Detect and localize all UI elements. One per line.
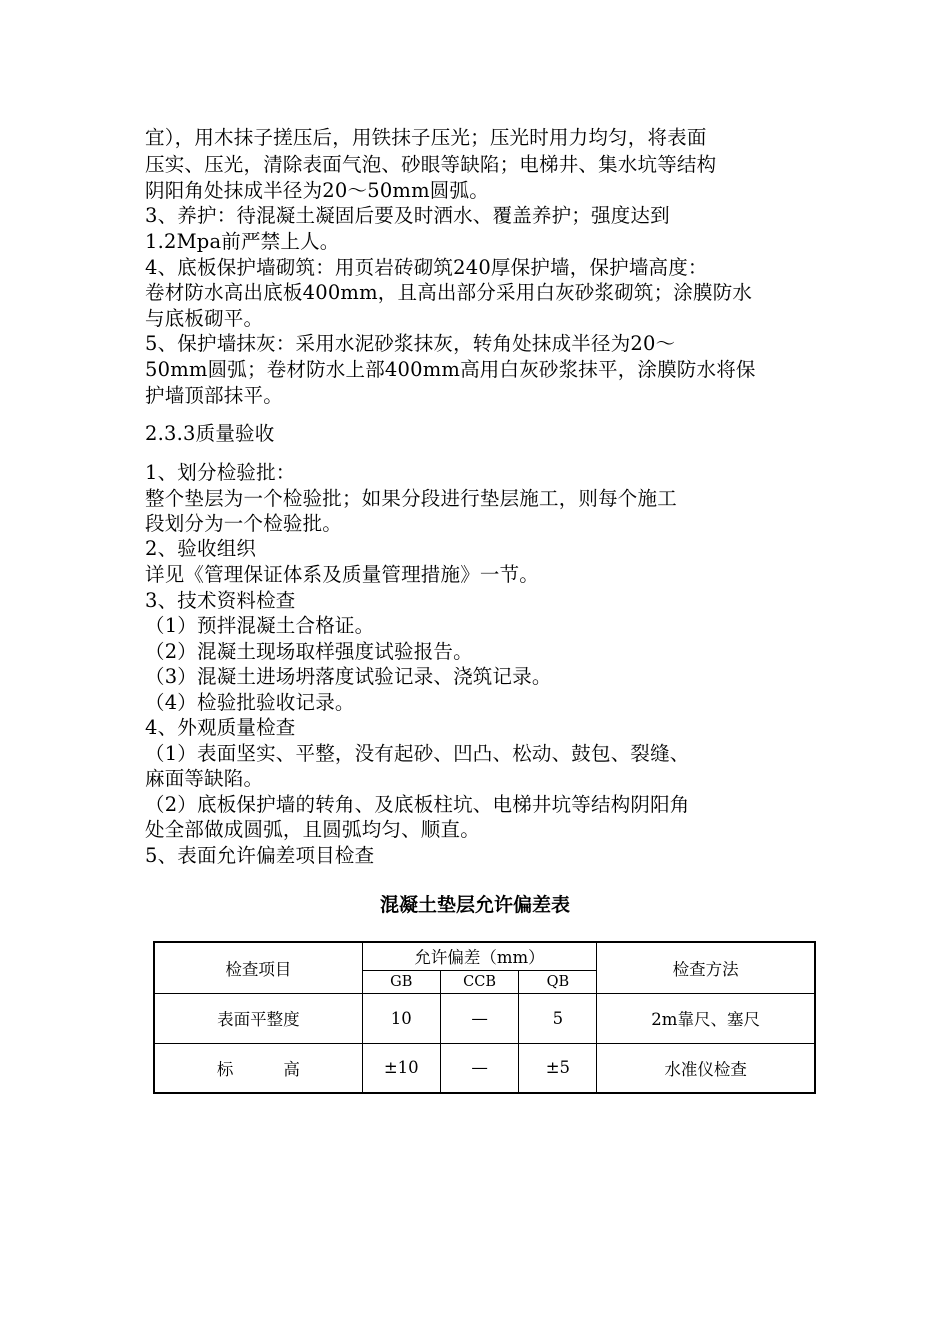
text-line: 护墙顶部抹平。	[145, 384, 283, 407]
table-header-row	[154, 942, 815, 970]
text-line: 5、表面允许偏差项目检查	[145, 844, 375, 867]
text-line: 与底板砌平。	[145, 307, 264, 330]
text-line: 1.2Mpa前严禁上人。	[145, 230, 340, 253]
text-line: （3）混凝土进场坍落度试验记录、浇筑记录。	[145, 665, 552, 688]
text-line: （1）预拌混凝土合格证。	[145, 614, 375, 637]
table-row	[154, 993, 815, 1043]
table-title: 混凝土垫层允许偏差表	[379, 894, 570, 916]
text-line: （4）检验批验收记录。	[145, 691, 355, 714]
text-line: （2）混凝土现场取样强度试验报告。	[145, 640, 473, 663]
text-line: 2、验收组织	[145, 537, 257, 560]
cell-item	[154, 1043, 362, 1093]
cell-method: 水准仪检查	[597, 1043, 815, 1093]
table-row	[154, 1043, 815, 1093]
text-line: 3、养护：待混凝土凝固后要及时洒水、覆盖养护；强度达到	[145, 204, 670, 227]
cell-qb: ±5	[519, 1043, 597, 1093]
header-check-item: 检查项目	[154, 942, 362, 993]
cell-gb: 10	[362, 993, 440, 1043]
cell-item-part: 标	[216, 1059, 234, 1079]
text-line: 50mm圆弧；卷材防水上部400mm高用白灰砂浆抹平，涂膜防水将保	[145, 358, 756, 381]
cell-item-part: 高	[283, 1059, 300, 1079]
cell-ccb: —	[440, 1043, 519, 1093]
cell-method: 2m靠尺、塞尺	[597, 993, 815, 1043]
section-heading: 2.3.3质量验收	[145, 422, 275, 445]
text-line: 4、外观质量检查	[145, 716, 296, 739]
text-line: 4、底板保护墙砌筑：用页岩砖砌筑240厚保护墙，保护墙高度：	[145, 256, 708, 279]
tolerance-table	[153, 941, 816, 1094]
header-tolerance: 允许偏差（mm）	[362, 942, 596, 970]
text-line: （2）底板保护墙的转角、及底板柱坑、电梯井坑等结构阴阳角	[145, 793, 690, 816]
text-line: （1）表面坚实、平整，没有起砂、凹凸、松动、鼓包、裂缝、	[145, 742, 690, 765]
subheader-qb: QB	[519, 970, 597, 993]
text-line: 卷材防水高出底板400mm，且高出部分采用白灰砂浆砌筑；涂膜防水	[145, 281, 753, 304]
subheader-ccb: CCB	[440, 970, 519, 993]
cell-ccb: —	[440, 993, 519, 1043]
text-line: 3、技术资料检查	[145, 589, 296, 612]
cell-qb: 5	[519, 993, 597, 1043]
text-line: 详见《管理保证体系及质量管理措施》一节。	[145, 563, 540, 586]
text-line: 宜），用木抹子搓压后，用铁抹子压光；压光时用力均匀，将表面	[145, 126, 707, 149]
header-check-method: 检查方法	[597, 942, 815, 993]
text-line: 压实、压光，清除表面气泡、砂眼等缺陷；电梯井、集水坑等结构	[145, 153, 717, 176]
text-line: 处全部做成圆弧，且圆弧均匀、顺直。	[145, 818, 480, 841]
text-line: 段划分为一个检验批。	[145, 512, 343, 535]
cell-gb: ±10	[362, 1043, 440, 1093]
text-line: 1、划分检验批：	[145, 461, 296, 484]
text-line: 5、保护墙抹灰：采用水泥砂浆抹灰，转角处抹成半径为20～	[145, 332, 676, 355]
subheader-gb: GB	[362, 970, 440, 993]
text-line: 麻面等缺陷。	[145, 767, 264, 790]
text-line: 整个垫层为一个检验批；如果分段进行垫层施工，则每个施工	[145, 487, 677, 510]
cell-item: 表面平整度	[154, 993, 362, 1043]
text-line: 阴阳角处抹成半径为20～50mm圆弧。	[145, 179, 489, 202]
